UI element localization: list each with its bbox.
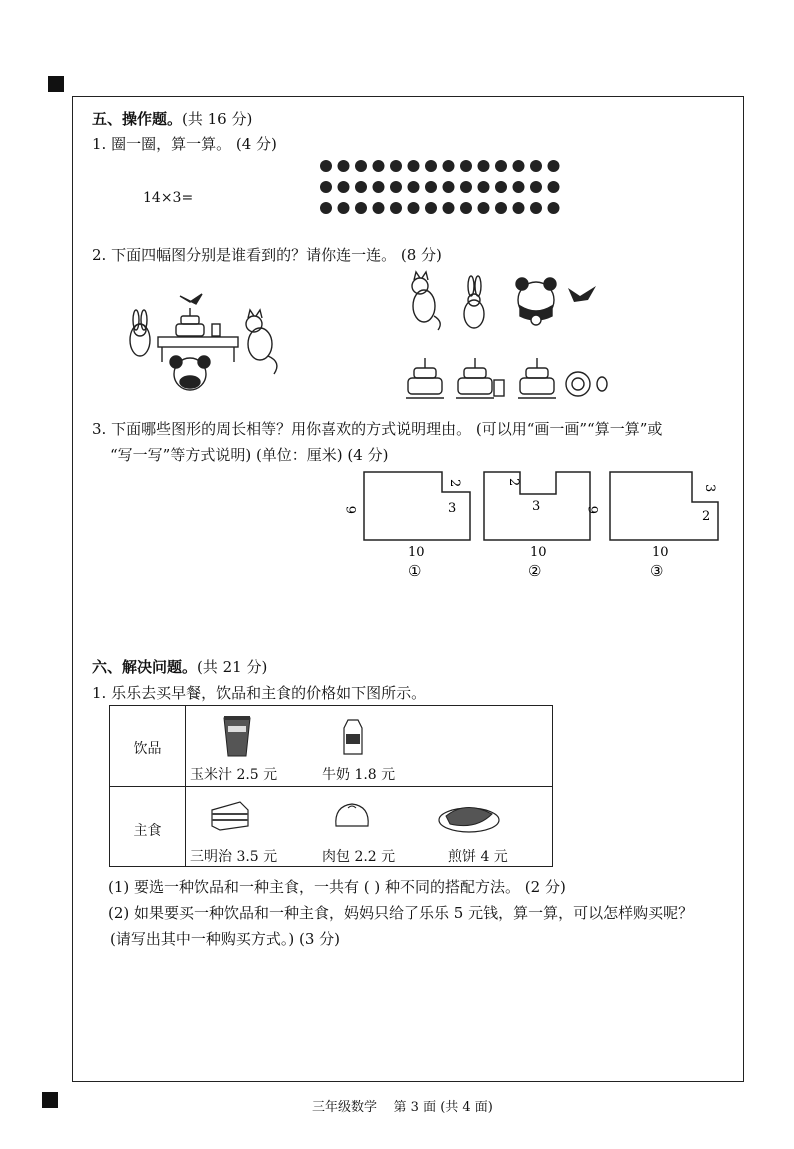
dot xyxy=(495,202,507,214)
view-cat-icon xyxy=(406,272,446,332)
section5-title: 五、操作题。 xyxy=(92,110,183,128)
shape-2-notch-b: 3 xyxy=(532,499,541,514)
dot xyxy=(443,202,455,214)
section6-heading xyxy=(92,656,267,677)
shape-1 xyxy=(345,470,480,580)
dot xyxy=(548,181,560,193)
dot xyxy=(548,202,560,214)
dot xyxy=(478,160,490,172)
view-cake-mid-icon xyxy=(454,356,496,402)
dot xyxy=(390,202,402,214)
dot xyxy=(338,202,350,214)
shape-1-number: ① xyxy=(408,562,422,580)
section5-score: (共 16 分) xyxy=(182,110,253,128)
dot xyxy=(530,181,542,193)
dot xyxy=(513,160,525,172)
dot xyxy=(355,160,367,172)
dot xyxy=(390,160,402,172)
shape-3 xyxy=(588,470,728,580)
dot xyxy=(390,181,402,193)
shape-3-notch-b: 2 xyxy=(702,509,711,524)
scene-picture xyxy=(118,282,288,394)
dot xyxy=(425,202,437,214)
shape-2-number: ② xyxy=(528,562,542,580)
dot xyxy=(495,160,507,172)
view-panda-icon xyxy=(514,272,558,328)
dot xyxy=(320,181,332,193)
dot xyxy=(355,202,367,214)
shape-3-width: 10 xyxy=(652,545,669,560)
main-pancake: 煎饼 4 元 xyxy=(448,849,508,865)
shape-3-notch-a: 3 xyxy=(702,484,717,493)
main-meat-bun: 肉包 2.2 元 xyxy=(322,849,396,865)
s6-q1-sub2-line2: (请写出其中一种购买方式。) (3 分) xyxy=(110,930,340,948)
table-col-divider xyxy=(185,706,186,866)
q3-line1: 3. 下面哪些图形的周长相等？用你喜欢的方式说明理由。 (可以用“画一画”“算一算”或 xyxy=(92,420,663,438)
q1-expression: 14×3= xyxy=(143,190,194,206)
dot xyxy=(513,202,525,214)
s6-q1-sub2-line1: (2) 如果要买一种饮品和一种主食，妈妈只给了乐乐 5 元钱，算一算，可以怎样购买呢？ xyxy=(108,904,694,922)
dot xyxy=(373,181,385,193)
dot xyxy=(443,160,455,172)
dot xyxy=(320,160,332,172)
view-cup-icon xyxy=(492,378,506,398)
dot xyxy=(338,181,350,193)
section5-heading xyxy=(92,108,252,129)
mains-label: 主食 xyxy=(133,823,162,839)
dot xyxy=(443,181,455,193)
s6-q1-label: 1. 乐乐去买早餐，饮品和主食的价格如下图所示。 xyxy=(92,684,427,702)
view-cake-left-icon xyxy=(404,356,446,402)
q3-line2: “写一写”等方式说明) (单位：厘米) (4 分) xyxy=(110,446,389,464)
dot xyxy=(338,160,350,172)
dot xyxy=(460,202,472,214)
cup-icon xyxy=(220,714,254,758)
s6-q1-sub1: (1) 要选一种饮品和一种主食，一共有 ( ) 种不同的搭配方法。 (2 分) xyxy=(108,878,566,896)
registration-mark-top xyxy=(48,76,64,92)
dot xyxy=(460,181,472,193)
view-cake-right-icon xyxy=(516,356,558,402)
dot xyxy=(530,202,542,214)
shape-1-width: 10 xyxy=(408,545,425,560)
dot xyxy=(408,202,420,214)
shape-3-outline xyxy=(610,472,718,540)
section6-score: (共 21 分) xyxy=(197,658,268,676)
dot xyxy=(513,181,525,193)
sandwich-icon xyxy=(210,800,250,832)
shape-1-height: 6 xyxy=(345,505,360,514)
view-rabbit-icon xyxy=(458,276,492,332)
dot xyxy=(478,202,490,214)
dot xyxy=(355,181,367,193)
shape-2-width: 10 xyxy=(530,545,547,560)
registration-mark-bottom xyxy=(42,1092,58,1108)
dot xyxy=(548,160,560,172)
shape-3-height: 6 xyxy=(587,505,602,514)
view-bird-icon xyxy=(566,284,600,306)
q2-label: 2. 下面四幅图分别是谁看到的？请你连一连。 (8 分) xyxy=(92,246,442,264)
view-top-down-icon xyxy=(564,370,610,398)
milk-carton-icon xyxy=(340,718,366,756)
pancake-icon xyxy=(436,796,502,836)
shape-3-number: ③ xyxy=(650,562,664,580)
q1-label: 1. 圈一圈，算一算。 (4 分) xyxy=(92,135,277,153)
page-footer: 三年级数学 第 3 面 (共 4 面) xyxy=(312,1100,493,1115)
shape-2-notch-a: 2 xyxy=(506,478,521,487)
dot xyxy=(425,181,437,193)
dot-grid xyxy=(318,158,558,218)
drink-corn-juice: 玉米汁 2.5 元 xyxy=(190,767,278,783)
dot xyxy=(408,160,420,172)
section6-title: 六、解决问题。 xyxy=(92,658,198,676)
dot xyxy=(495,181,507,193)
dot xyxy=(530,160,542,172)
bun-icon xyxy=(332,800,372,834)
shape-1-notch-a: 2 xyxy=(447,479,462,488)
dot xyxy=(478,181,490,193)
drink-milk: 牛奶 1.8 元 xyxy=(322,767,396,783)
dot xyxy=(460,160,472,172)
main-sandwich: 三明治 3.5 元 xyxy=(190,849,278,865)
dot xyxy=(373,160,385,172)
dot xyxy=(408,181,420,193)
shape-1-notch-b: 3 xyxy=(448,501,457,516)
price-table xyxy=(109,705,553,867)
dot xyxy=(425,160,437,172)
drinks-label: 饮品 xyxy=(133,741,162,757)
dot xyxy=(373,202,385,214)
dot xyxy=(320,202,332,214)
table-row-divider xyxy=(110,786,552,787)
